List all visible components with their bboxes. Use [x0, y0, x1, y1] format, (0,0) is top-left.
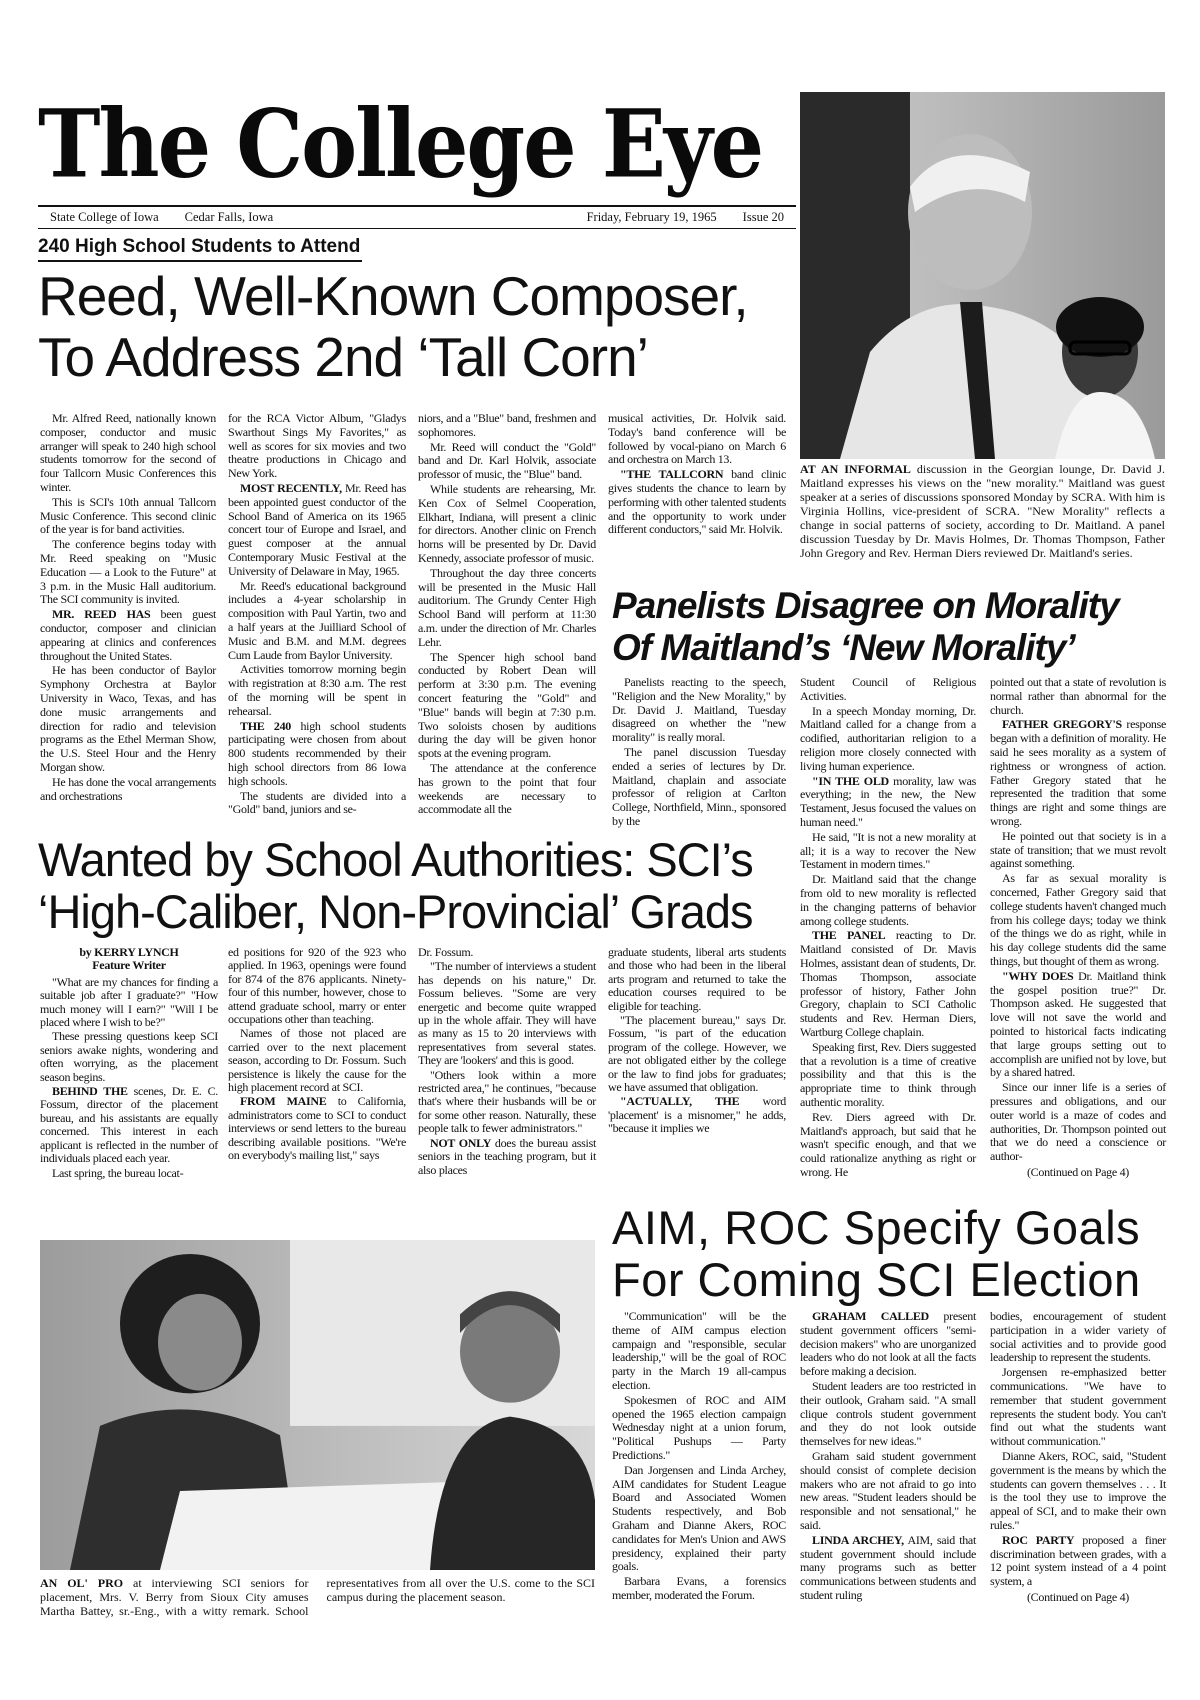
paragraph [40, 412, 216, 495]
paragraph-lead-in: MR. REED HAS [52, 607, 151, 622]
paragraph [228, 946, 406, 1026]
paragraph [800, 1450, 976, 1533]
maitland-photo [800, 92, 1165, 459]
paragraph [612, 676, 786, 745]
paragraph-lead-in: "THE TALLCORN [620, 467, 724, 482]
maitland-photo-image [800, 92, 1165, 459]
wanted-column-1 [40, 946, 218, 1181]
paragraph-text: The conference begins today with Mr. Reed speaking on "Music Education — a Look to the Future" at 3 p.m. in the Music Hall auditorium. The SCI community is invited. [40, 537, 216, 607]
paragraph-lead-in: MOST RECENTLY, [240, 480, 342, 495]
paragraph [612, 1464, 786, 1574]
paragraph [800, 775, 976, 830]
paragraph [40, 664, 216, 774]
reed-column [608, 412, 786, 538]
paragraph-lead-in: ROC PARTY [1002, 1532, 1075, 1547]
paragraph-text: "The placement bureau," says Dr. Fossum, "is part of the education program of the college. However, we are not obligated either by the college or the law to find jobs for graduates; we have assumed that obligation. [608, 1013, 786, 1095]
paragraph-text: The attendance at the conference has grown to the point that four weekends are necessary to accommodate all the [418, 760, 596, 817]
paragraph-lead-in: FROM MAINE [240, 1094, 327, 1109]
paragraph-text: Throughout the day three concerts will be presented in the Music Hall auditorium. The Grundy Center High School Band will perform at 11:30 a.m. under the direction of Mr. Charles Lehr. [418, 565, 596, 649]
aim-column-3 [990, 1310, 1166, 1605]
reed-column [418, 412, 596, 818]
maitland-column [612, 676, 786, 830]
paragraph [228, 1095, 406, 1162]
paragraph-text: Since our inner life is a series of pressures and obligations, and our outer world is a maze of codes and authorities, Dr. Thompson pointed out that we do need a conscience or author- [990, 1080, 1166, 1164]
paragraph-text: Graham said student government should consist of complete decision makers who are not afraid to go into new areas. "Student leaders should be responsible and not sensational," he said. [800, 1448, 976, 1532]
maitland-photo-caption [800, 462, 1165, 560]
paragraph-text: proposed a finer discrimination between grades, with a 12 point system instead of a 4 point system, a [990, 1532, 1166, 1589]
aim-continued[interactable]: (Continued on Page 4) [1026, 1589, 1130, 1604]
paragraph [418, 651, 596, 761]
paragraph-text: AIM, said that student government should include many programs such as better communications between students and student ruling [800, 1532, 976, 1602]
paragraph-text: for the RCA Victor Album, "Gladys Swarthout Sings My Favorites," as well as scores for six movies and two theatre productions in Chicago and New York. [228, 411, 406, 481]
paragraph-lead-in: LINDA ARCHEY, [812, 1532, 904, 1547]
placement-photo-caption [40, 1576, 595, 1618]
paragraph-text: In a speech Monday morning, Dr. Maitland called for a change from a codified, authoritarian religion to a religion more closely connected with living human experience. [800, 703, 976, 773]
paragraph [990, 872, 1166, 969]
paragraph-text: Jorgensen re-emphasized better communications. "We have to remember that student government represents the student body. You can't find out what the students want without communication." [990, 1365, 1166, 1449]
byline [40, 946, 218, 973]
paragraph [990, 1534, 1166, 1589]
paragraph-lead-in: BEHIND THE [52, 1084, 128, 1099]
paragraph [40, 1085, 218, 1165]
paragraph [228, 790, 406, 818]
paragraph-text: ed positions for 920 of the 923 who applied. In 1963, openings were found for 874 of the 876 applicants. Ninety-four of this number, however, chose to attend graduate school, marry or enter occupations other than teaching. [228, 945, 406, 1027]
paragraph-text: Mr. Reed will conduct the "Gold" band and Dr. Karl Holvik, associate professor of music, the "Blue" band. [418, 439, 596, 482]
paragraph-text: "Others look within a more restricted area," he continues, "because that's where their husbands will be or for some other reason. Naturally, these people talk to fewer administrators." [418, 1067, 596, 1136]
paragraph-text: He pointed out that society is in a state of transition; that we must revolt against something. [990, 828, 1166, 871]
paragraph [800, 1534, 976, 1603]
paragraph-text: high school students participating were chosen from about 800 students recommended by their high school directors from 86 Iowa high schools. [228, 718, 406, 788]
paragraph [800, 1310, 976, 1379]
paragraph-text: Mr. Reed's educational background includes a 4-year scholarship in composition with Paul Yartin, two and a half years at the Juilliard School of Music and B.M. and M.M. degrees Cum Laude from Baylor University. [228, 578, 406, 662]
paragraph [800, 873, 976, 928]
caption-text: discussion in the Georgian lounge, Dr. David J. Maitland expresses his views on the "new morality." Maitland was guest speaker at a series of discussions sponsored Monday by SCRA. With him is Virginia Hollins, vice-president of SCRA. "New Morality" reflects a change in social patterns of society, according to Dr. Maitland. A panel discussion Tuesday by Dr. Mavis Holmes, Dr. Thomas Thompson, Father John Gregory and Rev. Herman Diers reviewed Dr. Maitland's series. [800, 462, 1165, 560]
byline-role: Feature Writer [92, 958, 166, 973]
paragraph [800, 1111, 976, 1180]
paragraph-text: This is SCI's 10th annual Tallcorn Music Conference. This second clinic of the year is for band activities. [40, 494, 216, 537]
paragraph-lead-in: THE 240 [240, 718, 292, 733]
paragraph-text: "The number of interviews a student has depends on his nature," Dr. Fossum believes. "Some are very energetic and become quite wrapped up in the whole affair. They will have as many as 15 to 20 interviews with representatives from several states. They are 'lookers' and this is good. [418, 959, 596, 1068]
wanted-headline-line: ‘High-Caliber, Non-Provincial’ Grads [38, 884, 753, 938]
paragraph-text: word 'placement' is a misnomer," he adds, "because it implies we [608, 1094, 786, 1136]
aim-column [990, 1310, 1166, 1589]
paragraph-text: Student Council of Religious Activities. [800, 675, 976, 703]
paragraph-text: Student leaders are too restricted in their outlook, Graham said. "A small clique controls student government and they do not look outside themselves for new ideas." [800, 1378, 976, 1449]
paragraph [612, 746, 786, 829]
paragraph [990, 718, 1166, 828]
paragraph-text: Dr. Maitland said that the change from old to new morality is reflected in the changing patterns of behavior among college students. [800, 872, 976, 928]
paragraph [418, 1137, 596, 1177]
paragraph [608, 1014, 786, 1094]
paragraph-lead-in: "ACTUALLY, THE [620, 1094, 740, 1109]
paragraph-text: As far as sexual morality is concerned, Father Gregory said that college students haven't changed much from his college days; today we think of the things we do as right, while in his day college students did the same things, but thought of them as wrong. [990, 871, 1166, 968]
caption-text: at interviewing SCI seniors for placement, Mrs. V. Berry from Sioux City amuses Martha Battey, sr.-Eng., with a witty remark. School representatives from all over the U.S. come to the SCI campus during the placement season. [40, 1576, 595, 1618]
paragraph-text: He said, "It is not a new morality at all; it is a way to recover the New Testament in modern times." [800, 829, 976, 872]
paragraph-text: Dr. Fossum. [418, 945, 474, 959]
paragraph-lead-in: THE PANEL [812, 928, 886, 943]
maitland-headline-line: Panelists Disagree on Morality [612, 585, 1119, 626]
paragraph [800, 831, 976, 872]
paragraph-text: Speaking first, Rev. Diers suggested that a revolution is a time of creative possibility and that this is the appropriate time to think through authentic morality. [800, 1039, 976, 1109]
paragraph [418, 762, 596, 817]
paragraph [990, 676, 1166, 717]
paragraph [990, 1310, 1166, 1365]
maitland-continued[interactable]: (Continued on Page 4) [1026, 1164, 1130, 1179]
paragraph-text: Barbara Evans, a forensics member, moderated the Forum. [612, 1574, 786, 1602]
aim-headline-line: For Coming SCI Election [612, 1252, 1141, 1306]
paragraph [800, 705, 976, 774]
paragraph-text: response began with a definition of morality. He said he sees morality as a system of rightness or wrongness of action. Father Gregory stated that he represented the tradition that some things are right and some things are wrong. [990, 717, 1166, 828]
paragraph [418, 960, 596, 1067]
paragraph-text: He has done the vocal arrangements and orchestrations [40, 774, 216, 803]
wanted-headline-line: Wanted by School Authorities: SCI’s [38, 833, 753, 886]
paragraph [418, 441, 596, 482]
byline-author: by KERRY LYNCH [79, 945, 179, 959]
paragraph-text: been guest conductor, composer and clinician appearing at clinics and conferences throughout the United States. [40, 607, 216, 663]
paragraph [612, 1575, 786, 1603]
paragraph-text: reacting to Dr. Maitland consisted of Dr. Mavis Holmes, assistant dean of students, Dr. Thomas Thompson, associate professor of history, Father John Gregory, chaplain to SCI Catholic students and Rev. Herman Diers, Wartburg College chaplain. [800, 928, 977, 1039]
reed-column [40, 412, 216, 804]
paragraph [990, 970, 1166, 1080]
wanted-column [228, 946, 406, 1164]
paragraph [990, 830, 1166, 871]
paragraph-text: to California, administrators come to SCI to conduct interviews or send letters to the bureau describing available positions. "We're on everybody's mailing list," says [228, 1094, 406, 1163]
paragraph-text: niors, and a "Blue" band, freshmen and sophomores. [418, 411, 596, 439]
placement-photo [40, 1240, 595, 1570]
reed-headline-line: To Address 2nd ‘Tall Corn’ [38, 325, 648, 388]
paragraph [800, 676, 976, 704]
school-name: State College of Iowa [50, 210, 159, 224]
paragraph [40, 1030, 218, 1084]
paragraph [40, 538, 216, 607]
paragraph-text: Spokesmen of ROC and AIM opened the 1965 election campaign Wednesday night at a union forum, "Political Pushups — Party Predictions." [612, 1392, 786, 1462]
paragraph-text: Mr. Alfred Reed, nationally known composer, conductor and music arranger will speak to 240 high school students tomorrow for the second of four Tallcorn Music Conferences this winter. [40, 411, 216, 494]
maitland-column [800, 676, 976, 1181]
caption-lead: AN OL' PRO [40, 1576, 124, 1590]
paragraph-lead-in: "IN THE OLD [812, 773, 889, 788]
paragraph [800, 929, 976, 1039]
paragraph-text: pointed out that a state of revolution is normal rather than abnormal for the church. [990, 675, 1166, 717]
paragraph-text: morality, law was everything; in the new, the New Testament, Jesus focused the values on human need." [800, 773, 977, 829]
paragraph-lead-in: NOT ONLY [430, 1135, 492, 1150]
reed-headline [38, 266, 748, 387]
wanted-column [418, 946, 596, 1178]
paragraph [418, 483, 596, 566]
placement-photo-image [40, 1240, 595, 1570]
paragraph-text: Dan Jorgensen and Linda Archey, AIM candidates for Student League Board and Associated Women Students respectively, and Bob Graham and Dianne Akers, ROC candidates for Men's Union and AWS presidency, explained their party goals. [612, 1462, 786, 1574]
paragraph [800, 1041, 976, 1110]
paragraph [40, 1167, 218, 1180]
paragraph [228, 1027, 406, 1094]
paragraph-text: Activities tomorrow morning begin with registration at 8:30 a.m. The rest of the morning will be spent in rehearsal. [228, 662, 406, 718]
paragraph-text: Panelists reacting to the speech, "Religion and the New Morality," by Dr. David J. Maitland, Tuesday disagreed on whether the "new morality" is really moral. [612, 675, 786, 745]
paragraph-text: These pressing questions keep SCI seniors awake nights, wondering and often worrying, as the placement season begins. [40, 1029, 218, 1084]
paragraph-text: present student government officers "semi-decision makers" who are unorganized leaders who do not look at all the facts before making a decision. [800, 1309, 976, 1379]
wanted-column [608, 946, 786, 1137]
paragraph [228, 412, 406, 481]
paragraph-text: "Communication" will be the theme of AIM campus election campaign and "responsible, secular leadership," will be the goal of ROC party in the March 19 all-campus election. [612, 1309, 786, 1392]
paragraph-text: Dr. Maitland think the gospel position true?" Dr. Thompson asked. He suggested that love will not save the world and pointed to historical facts indicating that large groups setting out to accomplish are unified not by love, but by a shared hatred. [990, 968, 1166, 1080]
paragraph-text: Rev. Diers agreed with Dr. Maitland's approach, but said that he wasn't specific enough, and that we could rationalize anything as right or wrong. He [800, 1109, 976, 1179]
aim-headline [612, 1202, 1141, 1305]
aim-column [800, 1310, 976, 1604]
issue-date: Friday, February 19, 1965 [586, 210, 717, 224]
masthead-info-bar [38, 205, 796, 229]
issue-number: Issue 20 [742, 210, 784, 224]
paragraph [608, 1095, 786, 1135]
aim-column [612, 1310, 786, 1604]
maitland-column-3 [990, 676, 1166, 1180]
paragraph-text: does the bureau assist seniors in the teaching program, but it also places [418, 1135, 596, 1177]
paragraph-text: band clinic gives students the chance to learn by performing with other talented students and the opportunity to work under different conductors," said Mr. Holvik. [608, 467, 786, 537]
aim-headline-line: AIM, ROC Specify Goals [612, 1201, 1141, 1254]
paragraph [990, 1366, 1166, 1449]
paragraph-text: musical activities, Dr. Holvik said. Today's band conference will be followed by vocal-piano on March 6 and orchestra on March 13. [608, 411, 786, 467]
maitland-headline [612, 585, 1119, 669]
masthead-title: The College Eye [38, 88, 763, 199]
paragraph-lead-in: GRAHAM CALLED [812, 1309, 929, 1323]
paragraph-text: He has been conductor of Baylor Symphony Orchestra at Baylor University in Waco, Texas, and has done music arrangements and direction for radio and television programs as the Ethel Merman Show, the U.S. Steel Hour and the Henry Morgan show. [40, 663, 216, 774]
paragraph [608, 468, 786, 537]
maitland-column [990, 676, 1166, 1164]
wanted-headline [38, 834, 753, 937]
paragraph [40, 776, 216, 804]
paragraph [418, 1069, 596, 1136]
paragraph [228, 580, 406, 663]
paragraph [228, 482, 406, 579]
location: Cedar Falls, Iowa [184, 210, 274, 224]
reed-headline-line: Reed, Well-Known Composer, [38, 265, 748, 327]
paragraph [40, 976, 218, 1030]
paragraph-lead-in: FATHER GREGORY'S [1002, 717, 1122, 732]
paragraph-text: The students are divided into a "Gold" band, juniors and se- [228, 788, 406, 817]
paragraph-text: "What are my chances for finding a suitable job after I graduate?" "How much money will I earn?" "Will I be placed where I wish to be?" [40, 974, 218, 1030]
paragraph-text: The panel discussion Tuesday ended a series of lectures by Dr. Maitland, chaplain and associate professor of religion at Carlton College, Northfield, Minn., sponsored by the [612, 744, 786, 828]
paragraph [612, 1394, 786, 1463]
paragraph [418, 946, 596, 959]
paragraph-text: While students are rehearsing, Mr. Ken Cox of Selmel Cooperation, Elkhart, Indiana, will present a clinic for directors. Another clinic on French horns will be presented by Dr. David Kennedy, associate professor of music. [418, 481, 596, 565]
reed-kicker: 240 High School Students to Attend [38, 236, 362, 262]
paragraph [418, 412, 596, 440]
caption-lead: AT AN INFORMAL [800, 462, 911, 476]
paragraph-text: Dianne Akers, ROC, said, "Student government is the means by which the students can govern themselves . . . It is the tool they use to improve the appeal of SCI, and to make their own rules." [990, 1448, 1166, 1532]
paragraph [990, 1081, 1166, 1164]
paragraph [990, 1450, 1166, 1533]
paragraph [228, 720, 406, 789]
paragraph-lead-in: "WHY DOES [1002, 968, 1074, 983]
paragraph-text: scenes, Dr. E. C. Fossum, director of the placement bureau, and his assistants are equally concerned. This interest in each applicant is reflected in the number of individuals placed each year. [40, 1084, 218, 1166]
paragraph [612, 1310, 786, 1393]
paragraph [608, 412, 786, 467]
paragraph-text: graduate students, liberal arts students and those who had been in the liberal arts program and returned to take the education courses required to be eligible for teaching. [608, 945, 786, 1013]
paragraph [228, 663, 406, 718]
paragraph [418, 567, 596, 650]
paragraph-text: The Spencer high school band conducted by Robert Dean will perform at 3:30 p.m. The evening concert featuring the "Gold" and "Blue" bands will begin at 7:30 p.m. Two soloists chosen by auditions during the day will be given honor spots at the evening program. [418, 649, 596, 761]
wanted-column [40, 976, 218, 1180]
maitland-headline-line: Of Maitland’s ‘New Morality’ [612, 626, 1075, 668]
paragraph-text: bodies, encouragement of student participation in a wider variety of social activities and to provide good leadership to represent the students. [990, 1309, 1166, 1365]
paragraph [800, 1380, 976, 1449]
paragraph-text: Names of those not placed are carried over to the next placement season, according to Dr. Fossum. Such persistence is likely the cause for the high placement record at SCI. [228, 1026, 406, 1095]
paragraph-text: Last spring, the bureau locat- [52, 1165, 184, 1180]
reed-column [228, 412, 406, 818]
paragraph [608, 946, 786, 1013]
paragraph [40, 496, 216, 537]
paragraph-text: Mr. Reed has been appointed guest conductor of the School Band of America on its 1965 concert tour of Europe and Israel, and guest composer at the annual Contemporary Music Festival at the University of Delaware in May, 1965. [228, 480, 406, 578]
paragraph [40, 608, 216, 663]
